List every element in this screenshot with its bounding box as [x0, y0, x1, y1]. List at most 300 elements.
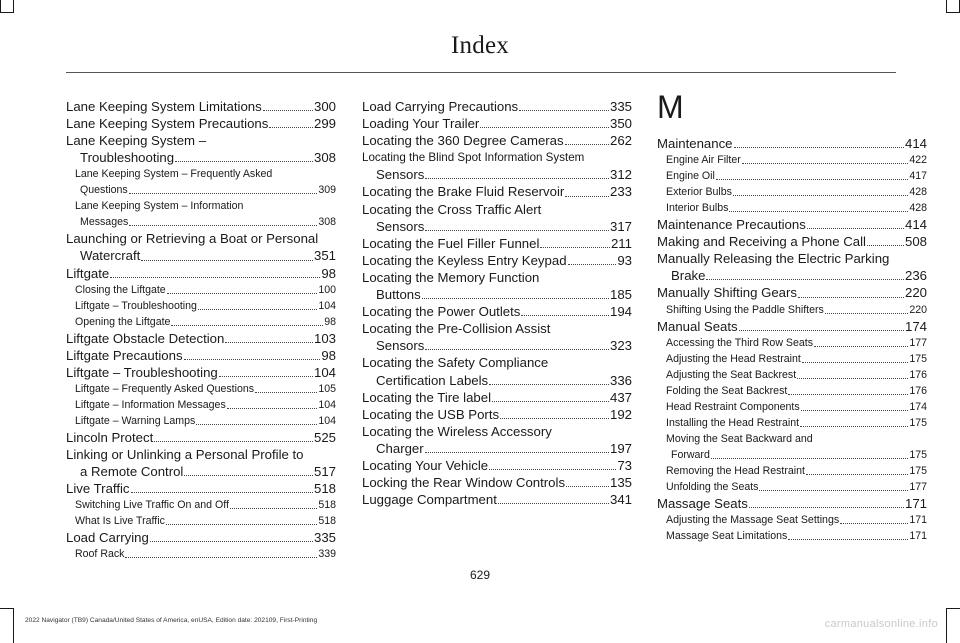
dot-leader — [749, 507, 904, 508]
entry-page-number: 518 — [318, 499, 336, 512]
entry-page-number: 98 — [324, 315, 336, 328]
index-entry[interactable] — [66, 115, 336, 132]
index-subentry[interactable] — [66, 381, 336, 397]
index-entry[interactable] — [66, 480, 336, 497]
dot-leader — [734, 147, 904, 148]
entry-text: Engine Oil — [666, 170, 715, 183]
index-subentry[interactable] — [657, 463, 927, 479]
dot-leader — [867, 245, 904, 246]
index-entry[interactable] — [657, 216, 927, 233]
entry-text: Head Restraint Components — [666, 400, 800, 413]
index-entry[interactable] — [66, 529, 336, 546]
dot-leader — [706, 279, 904, 280]
index-entry[interactable] — [66, 230, 336, 247]
crop-mark — [13, 0, 14, 12]
dot-leader — [565, 196, 609, 197]
dot-leader — [540, 247, 610, 248]
entry-text: Charger — [376, 440, 424, 456]
index-entry[interactable] — [362, 115, 632, 132]
index-entry[interactable] — [362, 440, 632, 457]
crop-mark — [946, 0, 947, 12]
dot-leader — [565, 144, 609, 145]
entry-text: Roof Rack — [75, 548, 125, 561]
index-entry[interactable] — [362, 149, 632, 166]
dot-leader — [141, 260, 313, 261]
index-entry[interactable] — [657, 495, 927, 512]
entry-page-number: 174 — [904, 318, 927, 334]
entry-text: Massage Seats — [657, 495, 748, 511]
entry-text: Troubleshooting — [80, 150, 175, 166]
index-subentry[interactable] — [657, 302, 927, 318]
index-entry[interactable] — [362, 354, 632, 371]
entry-text: Liftgate – Warning Lamps — [75, 414, 196, 427]
entry-page-number: 428 — [909, 202, 927, 215]
index-entry[interactable] — [362, 98, 632, 115]
index-subentry[interactable] — [657, 383, 927, 399]
entry-page-number: 414 — [904, 217, 927, 233]
index-subentry[interactable] — [657, 399, 927, 415]
entry-page-number: 194 — [609, 304, 632, 320]
entry-page-number: 93 — [617, 252, 632, 268]
entry-page-number: 236 — [904, 268, 927, 284]
entry-text: Sensors — [376, 338, 425, 354]
index-entry[interactable] — [66, 330, 336, 347]
index-entry[interactable] — [362, 320, 632, 337]
entry-text: Locating the Keyless Entry Keypad — [362, 252, 567, 268]
dot-leader — [184, 359, 321, 360]
entry-page-number: 103 — [313, 330, 336, 346]
index-subentry[interactable] — [66, 546, 336, 562]
entry-text: Buttons — [376, 287, 421, 303]
entry-page-number: 417 — [909, 170, 927, 183]
page-title: Index — [451, 32, 509, 59]
entry-page-number: 517 — [313, 464, 336, 480]
index-column-3-entries — [657, 135, 927, 544]
entry-page-number: 98 — [321, 265, 336, 281]
dot-leader — [806, 474, 908, 475]
entry-text: Locating the Blind Spot Information System — [362, 151, 585, 165]
index-entry[interactable] — [362, 218, 632, 235]
crop-mark — [13, 608, 14, 643]
index-entry[interactable] — [66, 463, 336, 480]
entry-text: Liftgate Precautions — [66, 347, 183, 363]
dot-leader — [129, 225, 317, 226]
entry-text: Locating the Tire label — [362, 389, 492, 405]
entry-text: Liftgate – Frequently Asked Questions — [75, 382, 255, 395]
entry-page-number: 100 — [318, 283, 336, 296]
entry-page-number: 176 — [909, 368, 927, 381]
index-entry[interactable] — [362, 337, 632, 354]
entry-text: Adjusting the Massage Seat Settings — [666, 513, 840, 526]
entry-text: Sensors — [376, 218, 425, 234]
dot-leader — [521, 315, 609, 316]
index-subentry[interactable] — [66, 397, 336, 413]
dot-leader — [814, 346, 908, 347]
entry-page-number: 197 — [609, 440, 632, 456]
dot-leader — [269, 127, 313, 128]
entry-text: Liftgate – Troubleshooting — [75, 299, 197, 312]
entry-text: Adjusting the Head Restraint — [666, 352, 801, 365]
dot-leader — [175, 161, 313, 162]
entry-page-number: 312 — [609, 167, 632, 183]
index-subentry[interactable] — [66, 314, 336, 330]
index-subentry[interactable] — [657, 168, 927, 184]
page-number: 629 — [469, 568, 491, 582]
dot-leader — [742, 163, 909, 164]
entry-text: Interior Bulbs — [666, 202, 729, 215]
dot-leader — [263, 110, 313, 111]
index-entry[interactable] — [66, 98, 336, 115]
entry-page-number: 175 — [909, 464, 927, 477]
dot-leader — [519, 110, 609, 111]
entry-page-number: 171 — [909, 529, 927, 542]
entry-text: Watercraft — [80, 248, 141, 264]
dot-leader — [425, 178, 609, 179]
dot-leader — [797, 378, 908, 379]
index-subentry[interactable] — [66, 298, 336, 314]
dot-leader — [255, 392, 317, 393]
dot-leader — [196, 424, 317, 425]
index-entry[interactable] — [657, 233, 927, 250]
dot-leader — [225, 342, 313, 343]
dot-leader — [184, 475, 313, 476]
entry-text: Opening the Liftgate — [75, 315, 171, 328]
entry-text: Lane Keeping System – — [66, 133, 207, 149]
entry-page-number: 351 — [313, 248, 336, 264]
index-subentry[interactable] — [66, 282, 336, 298]
dot-leader — [489, 469, 616, 470]
index-subentry[interactable] — [657, 431, 927, 447]
entry-text: Certification Labels — [376, 372, 489, 388]
dot-leader — [110, 277, 320, 278]
entry-text: Lane Keeping System Precautions — [66, 116, 269, 132]
entry-page-number: 220 — [904, 285, 927, 301]
index-entry[interactable] — [66, 429, 336, 446]
entry-page-number: 308 — [318, 216, 336, 229]
title-divider — [66, 72, 896, 73]
index-subentry[interactable] — [66, 182, 336, 198]
dot-leader — [568, 264, 617, 265]
entry-page-number: 323 — [609, 338, 632, 354]
entry-page-number: 308 — [313, 150, 336, 166]
crop-mark — [946, 608, 947, 643]
entry-text: Folding the Seat Backrest — [666, 384, 788, 397]
index-entry[interactable] — [66, 347, 336, 364]
entry-page-number: 414 — [904, 136, 927, 151]
entry-page-number: 422 — [909, 154, 927, 167]
entry-text: Locating the Brake Fluid Reservoir — [362, 184, 565, 200]
entry-page-number: 339 — [318, 548, 336, 561]
entry-page-number: 171 — [909, 513, 927, 526]
entry-text: Unfolding the Seats — [666, 480, 759, 493]
entry-text: Sensors — [376, 167, 425, 183]
index-subentry[interactable] — [657, 351, 927, 367]
entry-text: Liftgate – Troubleshooting — [66, 364, 218, 380]
entry-page-number: 104 — [318, 414, 336, 427]
index-entry[interactable] — [66, 265, 336, 282]
index-entry[interactable] — [362, 252, 632, 269]
index-entry[interactable] — [362, 474, 632, 491]
entry-page-number: 525 — [313, 429, 336, 445]
entry-page-number: 98 — [321, 347, 336, 363]
entry-page-number: 508 — [904, 234, 927, 250]
entry-page-number: 428 — [909, 186, 927, 199]
entry-text: Load Carrying Precautions — [362, 99, 519, 114]
crop-mark — [0, 0, 1, 12]
entry-page-number: 135 — [609, 475, 632, 491]
dot-leader — [716, 179, 908, 180]
entry-text: Liftgate — [66, 265, 110, 281]
entry-page-number: 309 — [318, 184, 336, 197]
index-column-2 — [362, 98, 632, 508]
entry-page-number: 233 — [609, 184, 632, 200]
index-subentry[interactable] — [66, 497, 336, 513]
entry-page-number: 300 — [313, 99, 336, 114]
dot-leader — [788, 394, 908, 395]
entry-page-number: 350 — [609, 116, 632, 132]
dot-leader — [500, 418, 609, 419]
entry-text: Luggage Compartment — [362, 492, 497, 508]
watermark: carmanualsonline.info — [824, 618, 938, 630]
entry-text: Closing the Liftgate — [75, 283, 166, 296]
entry-text: Locating the Power Outlets — [362, 304, 521, 320]
entry-page-number: 437 — [609, 389, 632, 405]
index-subentry[interactable] — [657, 512, 927, 528]
index-entry[interactable] — [362, 491, 632, 508]
entry-text: Accessing the Third Row Seats — [666, 336, 814, 349]
entry-text: Locating the Cross Traffic Alert — [362, 201, 542, 217]
entry-page-number: 171 — [904, 495, 927, 511]
dot-leader — [150, 541, 313, 542]
entry-text: Shifting Using the Paddle Shifters — [666, 303, 824, 316]
section-letter-heading: M — [657, 89, 684, 125]
entry-page-number: 220 — [909, 303, 927, 316]
edition-footer: 2022 Navigator (TB9) Canada/United States of America, enUSA, Edition date: 202109, First-Printing — [25, 617, 318, 624]
entry-text: Moving the Seat Backward and — [666, 432, 813, 445]
entry-page-number: 177 — [909, 480, 927, 493]
dot-leader — [425, 452, 609, 453]
entry-text: Maintenance Precautions — [657, 217, 806, 233]
entry-text: Engine Air Filter — [666, 154, 741, 167]
entry-page-number: 335 — [313, 530, 336, 546]
entry-page-number: 317 — [609, 218, 632, 234]
entry-text: Loading Your Trailer — [362, 116, 480, 132]
entry-text: Making and Receiving a Phone Call — [657, 234, 866, 250]
entry-text: Removing the Head Restraint — [666, 464, 805, 477]
entry-page-number: 185 — [609, 287, 632, 303]
dot-leader — [131, 492, 313, 493]
entry-text: Locating the Safety Compliance — [362, 355, 549, 371]
dot-leader — [492, 401, 609, 402]
index-subentry[interactable] — [657, 447, 927, 463]
dot-leader — [171, 325, 323, 326]
entry-text: Lane Keeping System – Information — [75, 200, 244, 213]
dot-leader — [711, 458, 908, 459]
index-entry[interactable] — [66, 247, 336, 264]
entry-text: Exterior Bulbs — [666, 186, 732, 199]
entry-page-number: 174 — [909, 400, 927, 413]
entry-page-number: 177 — [909, 336, 927, 349]
entry-text: Locating the Wireless Accessory — [362, 423, 552, 439]
dot-leader — [566, 486, 609, 487]
dot-leader — [422, 298, 609, 299]
entry-page-number: 175 — [909, 352, 927, 365]
index-entry[interactable] — [362, 372, 632, 389]
index-entry[interactable] — [657, 267, 927, 284]
crop-mark — [946, 12, 960, 13]
crop-mark — [0, 12, 14, 13]
entry-text: a Remote Control — [80, 464, 184, 480]
dot-leader — [825, 313, 908, 314]
index-entry[interactable] — [362, 423, 632, 440]
index-entry[interactable] — [362, 132, 632, 149]
entry-text: Lincoln Protect — [66, 429, 154, 445]
entry-text: Linking or Unlinking a Personal Profile to — [66, 447, 304, 463]
entry-page-number: 175 — [909, 448, 927, 461]
dot-leader — [125, 557, 317, 558]
entry-page-number: 104 — [313, 364, 336, 380]
dot-leader — [801, 410, 909, 411]
index-subentry[interactable] — [66, 198, 336, 214]
dot-leader — [802, 362, 908, 363]
dot-leader — [154, 441, 313, 442]
index-subentry[interactable] — [657, 152, 927, 168]
entry-page-number: 341 — [609, 492, 632, 508]
index-entry[interactable] — [66, 446, 336, 463]
entry-page-number: 105 — [318, 382, 336, 395]
index-entry[interactable] — [362, 389, 632, 406]
dot-leader — [729, 211, 908, 212]
dot-leader — [198, 309, 317, 310]
index-subentry[interactable] — [66, 214, 336, 230]
dot-leader — [800, 426, 908, 427]
index-subentry[interactable] — [657, 415, 927, 431]
dot-leader — [840, 523, 908, 524]
dot-leader — [167, 293, 318, 294]
index-entry[interactable] — [362, 269, 632, 286]
entry-page-number: 518 — [318, 515, 336, 528]
index-entry[interactable] — [362, 235, 632, 252]
dot-leader — [759, 490, 908, 491]
entry-text: Locating the USB Ports — [362, 406, 500, 422]
index-entry[interactable] — [657, 284, 927, 301]
index-subentry[interactable] — [657, 367, 927, 383]
dot-leader — [425, 230, 609, 231]
entry-text: Questions — [80, 184, 128, 197]
index-subentry[interactable] — [657, 184, 927, 200]
crop-mark — [0, 608, 14, 609]
index-entry[interactable] — [657, 250, 927, 267]
entry-text: Locking the Rear Window Controls — [362, 475, 566, 491]
index-entry[interactable] — [362, 406, 632, 423]
index-column-1 — [66, 98, 336, 562]
entry-text: Launching or Retrieving a Boat or Personal — [66, 231, 319, 247]
index-entry[interactable] — [66, 149, 336, 166]
entry-page-number: 299 — [313, 116, 336, 132]
entry-page-number: 211 — [610, 235, 632, 251]
entry-text: Brake — [671, 268, 706, 284]
entry-text: Locating the 360 Degree Cameras — [362, 133, 564, 149]
entry-page-number: 104 — [318, 299, 336, 312]
entry-text: Locating the Memory Function — [362, 269, 540, 285]
entry-text: Maintenance — [657, 136, 733, 151]
index-subentry[interactable] — [657, 200, 927, 216]
entry-text: Lane Keeping System Limitations — [66, 99, 262, 114]
index-subentry[interactable] — [657, 528, 927, 544]
entry-text: Manual Seats — [657, 318, 738, 334]
index-entry[interactable] — [362, 457, 632, 474]
entry-text: Lane Keeping System – Frequently Asked — [75, 168, 273, 181]
index-entry[interactable] — [66, 132, 336, 149]
index-subentry[interactable] — [66, 513, 336, 529]
entry-text: Messages — [80, 216, 129, 229]
entry-page-number: 518 — [313, 481, 336, 497]
entry-text: Live Traffic — [66, 481, 130, 497]
entry-page-number: 335 — [609, 99, 632, 114]
index-entry[interactable] — [362, 286, 632, 303]
dot-leader — [230, 508, 317, 509]
dot-leader — [166, 524, 317, 525]
entry-text: Liftgate Obstacle Detection — [66, 330, 225, 346]
dot-leader — [219, 376, 313, 377]
dot-leader — [425, 349, 609, 350]
entry-text: Locating the Fuel Filler Funnel — [362, 235, 540, 251]
index-entry[interactable] — [66, 364, 336, 381]
entry-page-number: 175 — [909, 416, 927, 429]
dot-leader — [798, 297, 904, 298]
dot-leader — [489, 384, 609, 385]
dot-leader — [739, 330, 904, 331]
dot-leader — [227, 408, 318, 409]
entry-page-number: 336 — [609, 372, 632, 388]
dot-leader — [788, 539, 908, 540]
dot-leader — [807, 228, 904, 229]
dot-leader — [733, 195, 908, 196]
entry-page-number: 73 — [617, 457, 632, 473]
entry-text: Forward — [671, 448, 710, 461]
dot-leader — [480, 127, 609, 128]
entry-text: Manually Shifting Gears — [657, 285, 798, 301]
index-entry[interactable] — [362, 183, 632, 200]
index-subentry[interactable] — [657, 335, 927, 351]
entry-text: Liftgate – Information Messages — [75, 398, 226, 411]
entry-text: Switching Live Traffic On and Off — [75, 499, 229, 512]
entry-text: Installing the Head Restraint — [666, 416, 800, 429]
index-entry[interactable] — [362, 166, 632, 183]
crop-mark — [946, 608, 960, 609]
entry-text: What Is Live Traffic — [75, 515, 165, 528]
entry-page-number: 104 — [318, 398, 336, 411]
index-entry[interactable] — [657, 135, 927, 152]
entry-text: Massage Seat Limitations — [666, 529, 788, 542]
index-subentry[interactable] — [657, 479, 927, 495]
dot-leader — [498, 503, 609, 504]
index-subentry[interactable] — [66, 166, 336, 182]
dot-leader — [129, 193, 318, 194]
index-entry[interactable] — [362, 201, 632, 218]
index-entry[interactable] — [657, 318, 927, 335]
index-column-3 — [657, 89, 927, 544]
entry-page-number: 176 — [909, 384, 927, 397]
entry-text: Locating Your Vehicle — [362, 457, 489, 473]
entry-page-number: 192 — [609, 406, 632, 422]
entry-page-number: 262 — [609, 133, 632, 149]
entry-text: Manually Releasing the Electric Parking — [657, 251, 890, 267]
index-subentry[interactable] — [66, 413, 336, 429]
entry-text: Locating the Pre-Collision Assist — [362, 321, 551, 337]
index-entry[interactable] — [362, 303, 632, 320]
entry-text: Load Carrying — [66, 530, 149, 546]
